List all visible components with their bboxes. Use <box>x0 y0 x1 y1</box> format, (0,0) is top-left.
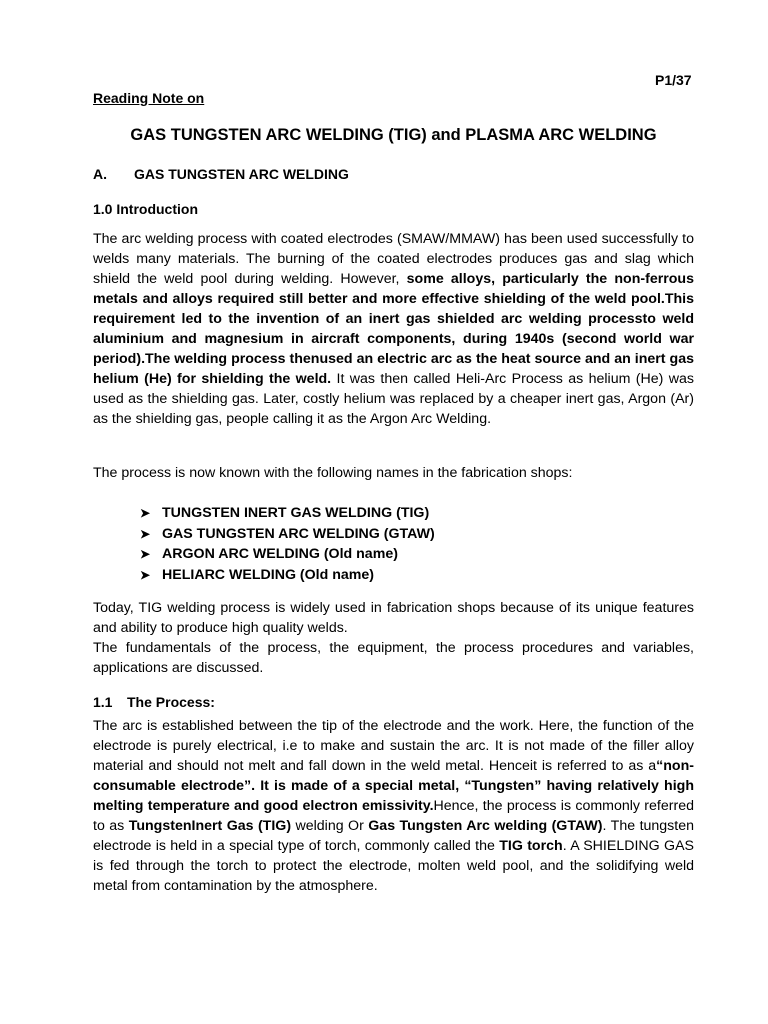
process-names-list <box>140 503 435 585</box>
bold-text-run: “non-consumable electrode”. It is made of a special metal, “Tungsten” having relatively high melting temperature and good electron emissivity. <box>93 758 694 814</box>
introduction-heading: 1.0 Introduction <box>93 201 198 217</box>
bold-text-run: some alloys, particularly the non-ferrous metals and alloys required still better and more effective shielding of the weld pool.This requirement led to the invention of an inert gas shielded arc welding processto weld aluminium and magnesium in aircraft components, during 1940s (second world war period).The welding process thenused an electric arc as the heat source and an inert gas helium (He) for shielding the weld. <box>93 271 694 387</box>
arrowhead-bullet-icon: ➤ <box>140 567 151 582</box>
text-run: Hence, the process is commonly referred to as <box>93 798 694 834</box>
bold-text-run: TIG torch <box>499 838 563 854</box>
bold-text-run: Gas Tungsten Arc welding (GTAW) <box>368 818 603 834</box>
text-run: The arc is established between the tip of the electrode and the work. Here, the function of the electrode is purely electrical, i.e to make and sustain the arc. It is not made of the filler alloy material and should not melt and fall down in the weld metal. Henceit is referred to as a <box>93 718 694 774</box>
reading-note-label: Reading Note on <box>93 90 205 106</box>
today-paragraph-line-2: The fundamentals of the process, the equipment, the process procedures and variables, applications are discussed. <box>93 640 694 676</box>
text-run: welding Or <box>291 818 369 834</box>
list-item: ➤ ARGON ARC WELDING (Old name) <box>140 546 398 562</box>
names-intro-paragraph: The process is now known with the following names in the fabrication shops: <box>93 465 573 481</box>
today-paragraph <box>93 598 694 678</box>
arrowhead-bullet-icon: ➤ <box>140 547 151 561</box>
text-run: . A SHIELDING GAS is fed through the torch to protect the electrode, molten weld pool, and the solidifying weld metal from contamination by the atmosphere. <box>93 838 694 894</box>
process-heading <box>93 692 215 712</box>
list-item: ➤ HELIARC WELDING (Old name) <box>140 566 375 583</box>
text-run: . The tungsten electrode is held in a special type of torch, commonly called the <box>93 818 694 854</box>
process-paragraph <box>93 716 694 896</box>
section-a-title: GAS TUNGSTEN ARC WELDING <box>134 166 349 182</box>
today-paragraph-line-1: Today, TIG welding process is widely used in fabrication shops because of its unique features and ability to produce high quality welds. <box>93 600 694 636</box>
list-item: ➤ TUNGSTEN INERT GAS WELDING (TIG) <box>140 505 430 521</box>
section-a-number: A. <box>93 166 107 182</box>
process-heading-title: The Process: <box>127 694 215 710</box>
process-heading-number: 1.1 <box>93 694 113 710</box>
introduction-paragraph <box>93 229 694 429</box>
page-number: P1/37 <box>655 72 692 88</box>
bold-text-run: TungstenInert Gas (TIG) <box>128 818 292 834</box>
arrowhead-bullet-icon: ➤ <box>140 526 151 541</box>
list-item: ➤ GAS TUNGSTEN ARC WELDING (GTAW) <box>140 525 435 542</box>
text-run: It was then called Heli-Arc Process as helium (He) was used as the shielding gas. Later, costly helium was replaced by a cheaper inert gas, Argon (Ar) as the shielding gas, people calling it as the Argon Arc Welding. <box>93 371 694 427</box>
section-a-heading <box>93 164 349 184</box>
text-run: The arc welding process with coated electrodes (SMAW/MMAW) has been used successfully to welds many materials. The burning of the coated electrodes produces gas and slag which shield the weld pool during welding. However, <box>93 231 694 287</box>
document-title: GAS TUNGSTEN ARC WELDING (TIG) and PLASMA ARC WELDING <box>130 126 657 144</box>
arrowhead-bullet-icon: ➤ <box>140 506 151 520</box>
